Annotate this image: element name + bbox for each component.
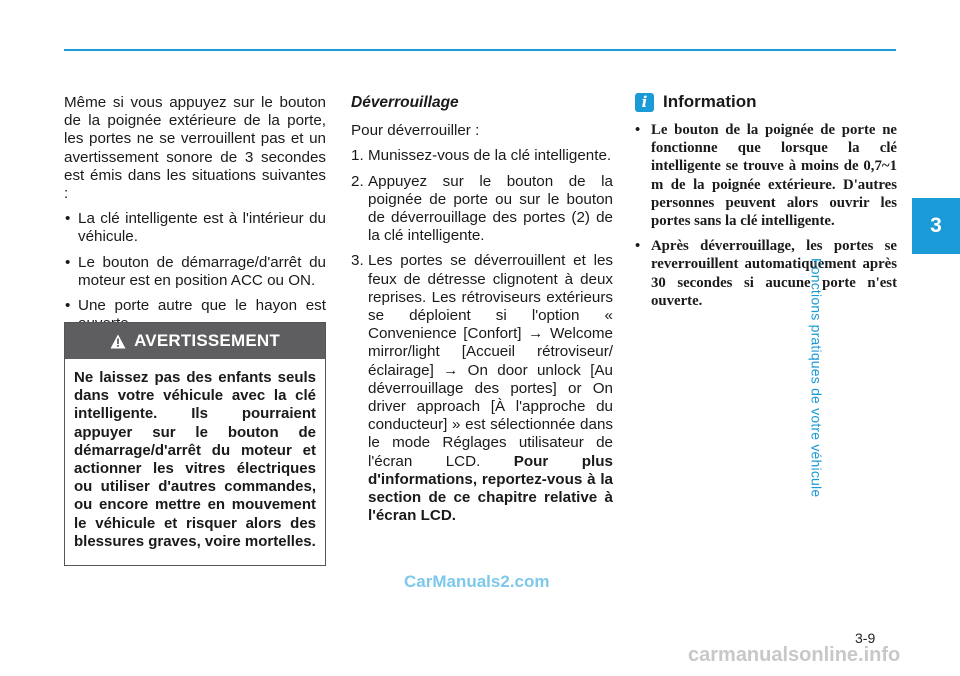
left-column	[64, 94, 326, 340]
unlock-steps	[351, 147, 613, 525]
list-item: • Une porte autre que le hayon est	[64, 297, 326, 333]
info-column	[635, 94, 897, 317]
list-item: • Après déverrouillage, les portes se reverrouillent automatiquement après 30 secondes si aucune porte n'est ouverte.	[635, 237, 897, 310]
info-title: Information	[663, 92, 757, 112]
info-header	[635, 93, 897, 112]
header-rule	[64, 49, 896, 51]
list-item: • Le bouton de la poignée de porte ne fonctionne que lorsque la clé intelligente se trouve à moins de 0,7~1 m de la poignée extérieure. D'autres personnes peuvent alors ouvrir les portes sans la clé intelligente.	[635, 121, 897, 230]
step-item	[351, 173, 613, 246]
step-number: 3.	[351, 252, 364, 270]
chapter-label	[808, 258, 948, 508]
warning-title: AVERTISSEMENT	[134, 331, 280, 350]
step-text: Appuyez sur le bouton de la poignée de porte ou sur le bouton de déverrouillage des portes (2) de la clé intelligente.	[368, 172, 613, 245]
watermark-link[interactable]: CarManuals2.com	[404, 572, 550, 591]
step-item	[351, 147, 613, 165]
unlock-intro: Pour déverrouiller :	[351, 122, 480, 140]
step-note-bold: Pour plus d'informations, reportez-vous à la section de ce chapitre relative à l'écran LCD.	[368, 452, 613, 525]
info-icon: i	[635, 93, 654, 112]
warning-box	[64, 322, 326, 566]
info-list	[635, 121, 897, 310]
watermark-footer: carmanualsonline.info	[688, 644, 901, 666]
step-number: 2.	[351, 172, 364, 190]
warning-header	[65, 323, 325, 359]
chapter-tab[interactable]: 3	[912, 198, 960, 254]
step-item	[351, 252, 613, 525]
list-item: • Le bouton de démarrage/d'arrêt du moteur est en position ACC ou ON.	[64, 254, 326, 290]
list-item: • La clé intelligente est à l'intérieur du véhicule.	[64, 210, 326, 246]
step-number: 1.	[351, 147, 364, 165]
conditions-list	[64, 210, 326, 333]
intro-paragraph: Même si vous appuyez sur le bouton de la poignée extérieure de la porte, les portes ne se verrouillent pas et un avertissement sonore de 3 secondes est émis dans les situations suivantes :	[64, 94, 326, 203]
warning-text: Ne laissez pas des enfants seuls dans votre véhicule avec la clé intelligente. Ils pourraient appuyer sur le bouton de démarrage/d'arrêt du moteur et actionner les vitres électriques ou utiliser d'autres commandes, ou encore mettre en mouvement le véhicule et risquer alors des blessures graves, voire mortelles.	[74, 369, 316, 550]
step-text: Munissez-vous de la clé intelligente.	[368, 147, 612, 165]
section-title: Déverrouillage	[351, 94, 459, 111]
warning-triangle-icon	[110, 334, 126, 349]
step-text: Les portes se déverrouillent et les feux de détresse clignotent à deux reprises. Les rétroviseurs extérieurs se déploient si l'option « Convenience [Confort] → Welcome mirror/light [Accueil rétroviseur/éclairage] → On door unlock [Au déverrouillage des portes] or On driver approach [À l'approche du conducteur] » est sélectionnée dans le mode Réglages utilisateur de l'écran LCD.	[368, 252, 613, 470]
page-number: 3-9	[855, 630, 876, 646]
middle-column	[351, 94, 613, 532]
chapter-label-text: Fonctions pratiques de votre véhicule	[808, 258, 825, 498]
